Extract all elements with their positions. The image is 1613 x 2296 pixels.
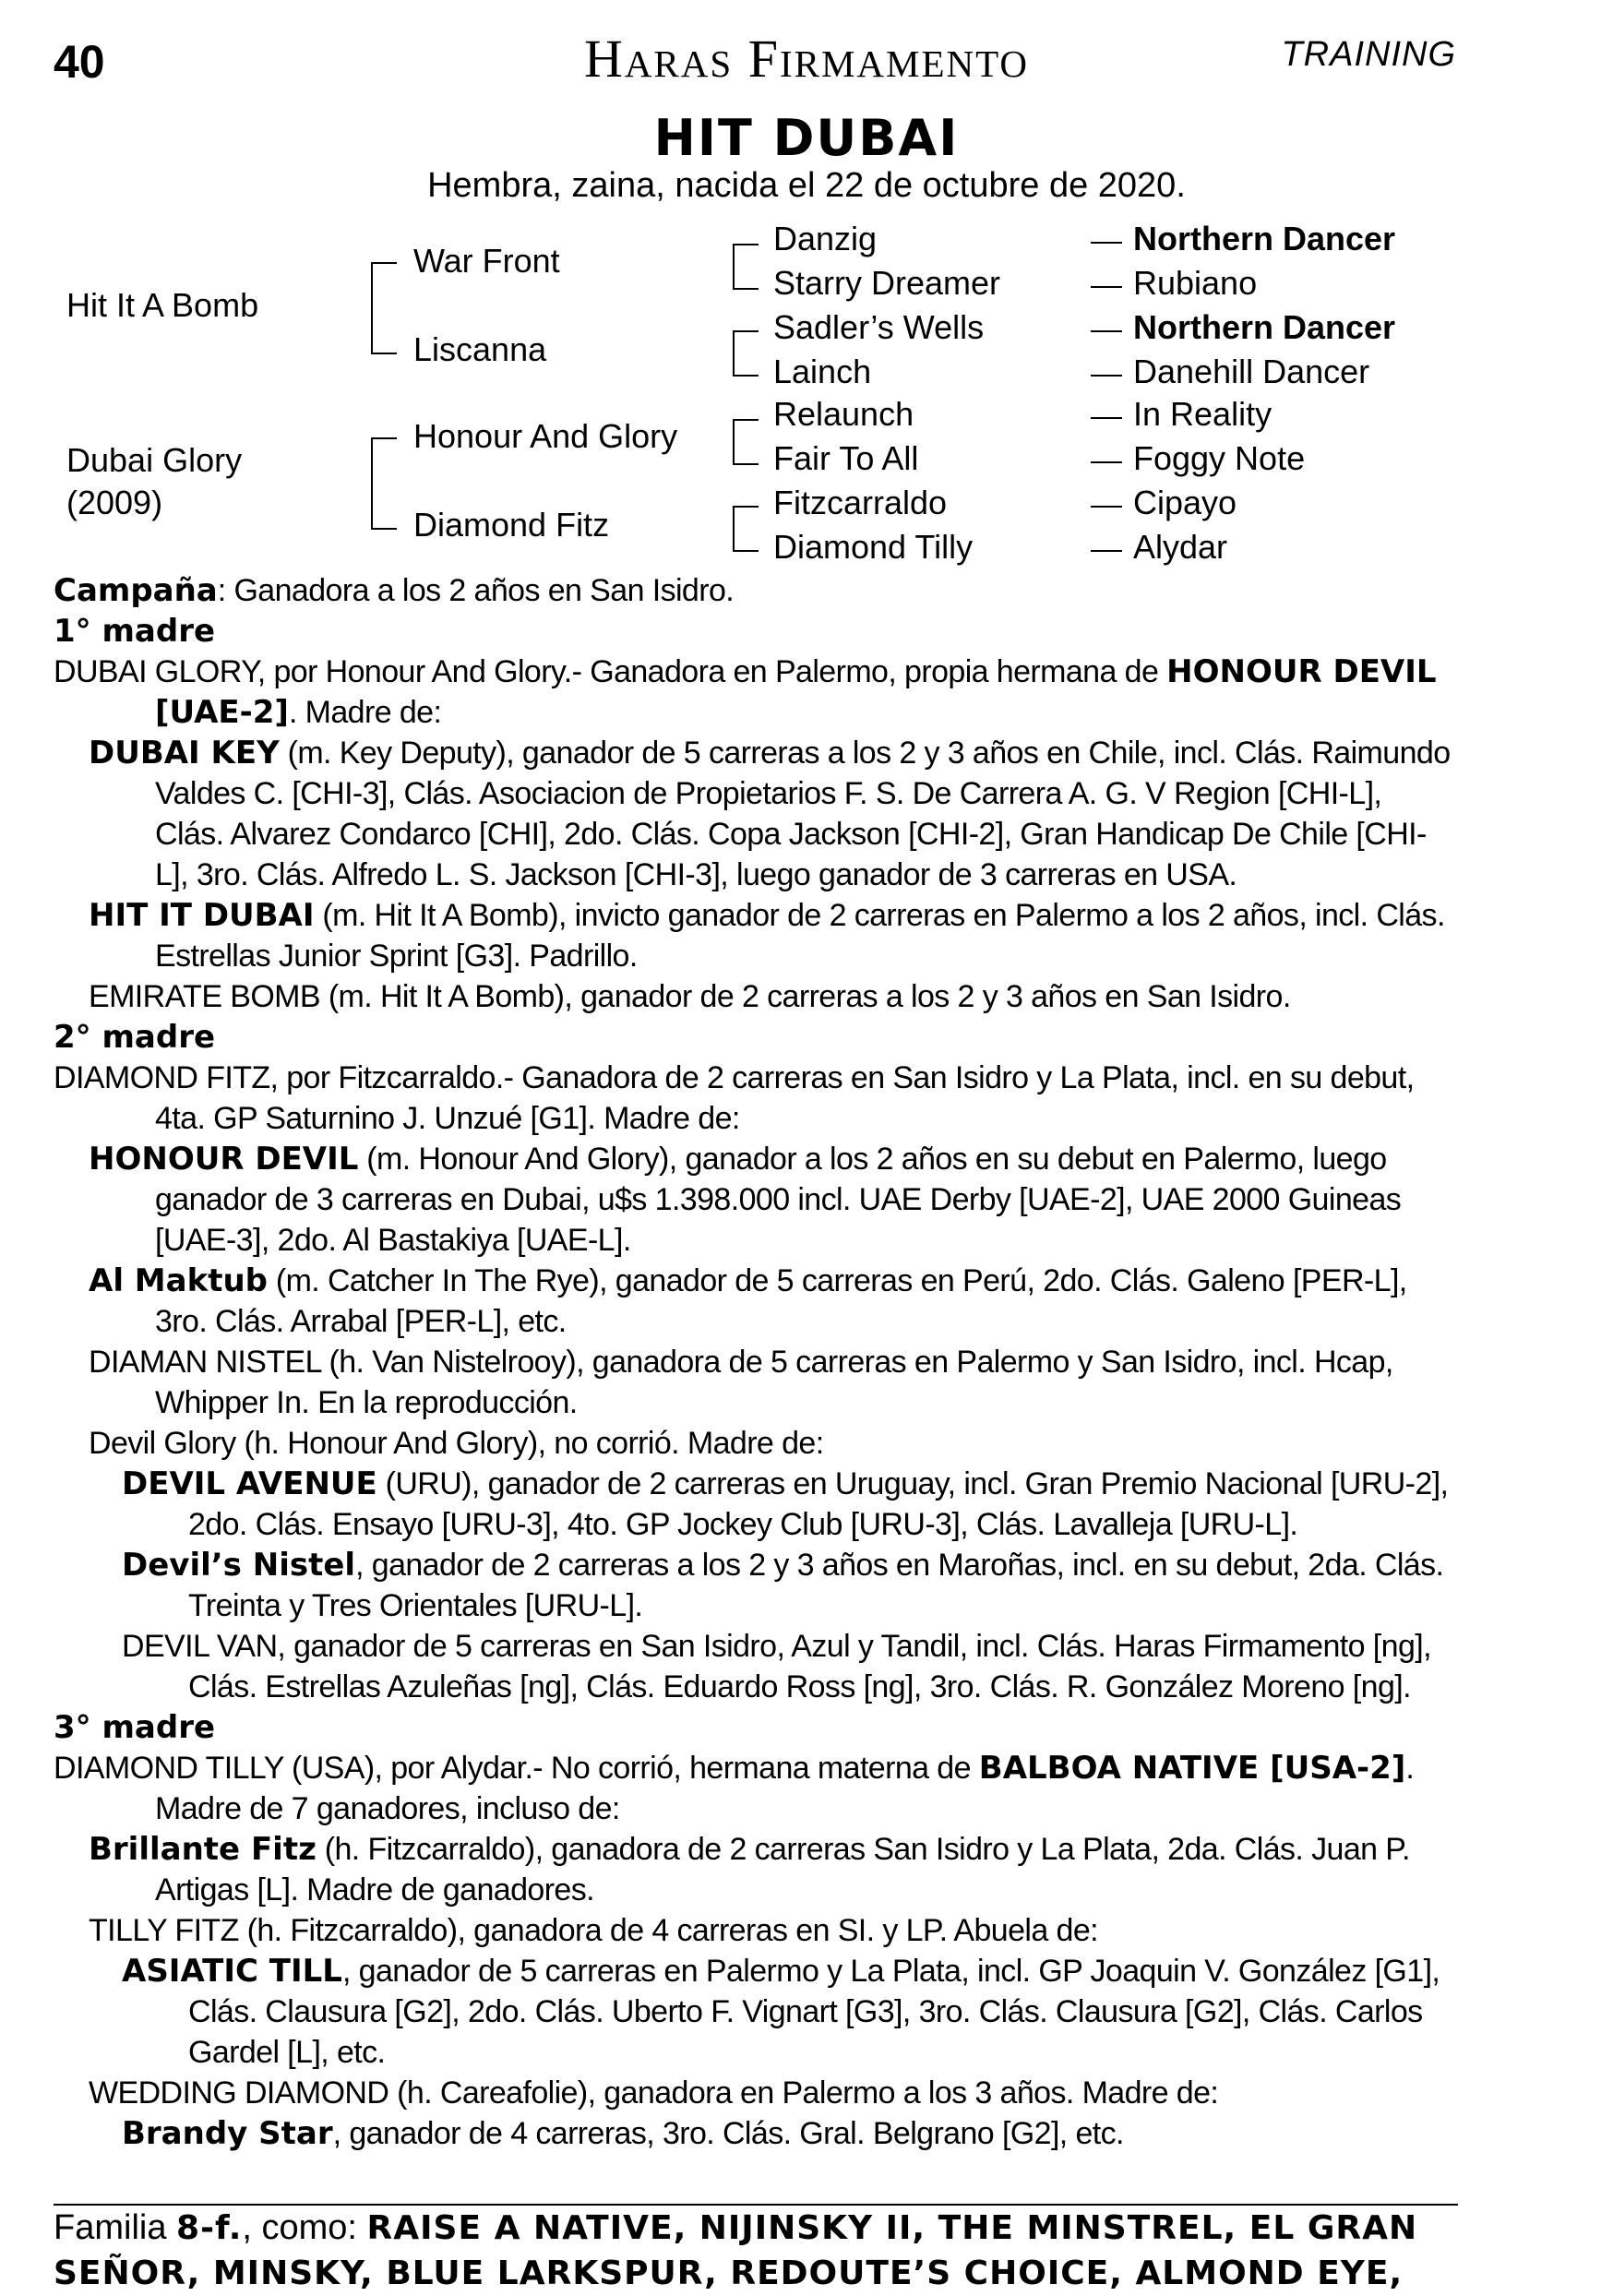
first-dam-text: DUBAI GLORY, por Honour And Glory.- Ganadora en Palermo, propia hermana de xyxy=(54,654,1167,689)
produce-text: EMIRATE BOMB (m. Hit It A Bomb), ganador de 2 carreras a los 2 y 3 años en San Isidro. xyxy=(89,979,1291,1014)
produce-text: TILLY FITZ (h. Fitzcarraldo), ganadora de 4 carreras en SI. y LP. Abuela de: xyxy=(89,1913,1098,1948)
produce-record xyxy=(54,570,1456,2154)
pedigree-gen3-name: Danzig xyxy=(773,220,878,257)
familia-line xyxy=(54,2206,1493,2296)
pedigree-gen3-name: Fitzcarraldo xyxy=(773,484,948,521)
pedigree-dam-year: (2009) xyxy=(66,484,163,521)
horse-description: Hembra, zaina, nacida el 22 de octubre de 2020. xyxy=(427,166,1186,205)
campana-label: Campaña xyxy=(54,572,218,609)
produce-text: (h. Fitzcarraldo), ganadora de 2 carreras San Isidro y La Plata, 2da. Clás. Juan P. Artigas [L]. Madre de ganadores. xyxy=(155,1832,1410,1907)
pedigree-bracket xyxy=(371,262,397,354)
page-number: 40 xyxy=(54,36,105,88)
pedigree-gen2-name: Diamond Fitz xyxy=(413,506,610,544)
pedigree-gen4-name: Alydar xyxy=(1133,528,1228,566)
campana-line xyxy=(54,570,1456,611)
produce-text: DEVIL VAN, ganador de 5 carreras en San Isidro, Azul y Tandil, incl. Clás. Haras Firmamento [ng], Clás. Estrellas Azuleñas [ng], Clás. Eduardo Ross [ng], 3ro. Clás. R. González Moreno [ng]. xyxy=(122,1629,1431,1704)
pedigree-dash xyxy=(1091,330,1122,332)
produce-name: HONOUR DEVIL xyxy=(89,1141,359,1178)
produce-text: , ganador de 2 carreras a los 2 y 3 años en Maroñas, incl. en su debut, 2da. Clás. Treinta y Tres Orientales [URU-L]. xyxy=(188,1548,1444,1623)
third-dam-bold: BALBOA NATIVE [USA-2] xyxy=(978,1750,1406,1787)
pedigree-bracket xyxy=(733,244,759,290)
pedigree-gen2-name: War Front xyxy=(413,242,560,280)
produce-text: , ganador de 4 carreras, 3ro. Clás. Gral. Belgrano [G2], etc. xyxy=(332,2116,1124,2151)
produce-item xyxy=(54,1423,1456,1464)
pedigree-gen2-name: Liscanna xyxy=(413,330,547,368)
pedigree-dash xyxy=(1091,375,1122,377)
second-dam-entry xyxy=(54,1058,1456,1139)
produce-text: (m. Catcher In The Rye), ganador de 5 carreras en Perú, 2do. Clás. Galeno [PER-L], 3ro. Clás. Arrabal [PER-L], etc. xyxy=(155,1263,1407,1339)
produce-item xyxy=(54,1342,1456,1423)
produce-item xyxy=(54,1829,1456,1910)
produce-text: (URU), ganador de 2 carreras en Uruguay, incl. Gran Premio Nacional [URU-2], 2do. Clás. Ensayo [URU-3], 4to. GP Jockey Club [URU-3], Clás. Lavalleja [URU-L]. xyxy=(188,1466,1449,1542)
produce-text: (m. Hit It A Bomb), invicto ganador de 2 carreras en Palermo a los 2 años, incl. Clás. Estrellas Junior Sprint [G3]. Padrillo. xyxy=(155,898,1445,974)
second-dam-heading: 2° madre xyxy=(54,1019,216,1056)
produce-name: Brillante Fitz xyxy=(89,1831,317,1868)
pedigree-gen4-name: Northern Dancer xyxy=(1133,308,1396,346)
pedigree-bracket xyxy=(733,419,759,465)
pedigree-bracket xyxy=(371,437,397,530)
pedigree-dash xyxy=(1091,550,1122,552)
produce-name: Al Maktub xyxy=(89,1262,268,1299)
section-label: TRAINING xyxy=(1281,35,1456,74)
pedigree-gen3-name: Diamond Tilly xyxy=(773,528,974,566)
pedigree-gen4-name: In Reality xyxy=(1133,395,1272,433)
first-dam-entry xyxy=(54,652,1456,733)
pedigree-dash xyxy=(1091,461,1122,463)
horse-name: HIT DUBAI xyxy=(653,109,960,167)
grand-produce-item xyxy=(54,2113,1456,2154)
campana-text: : Ganadora a los 2 años en San Isidro. xyxy=(217,573,735,608)
pedigree-gen3-name: Fair To All xyxy=(773,439,919,477)
pedigree-dash xyxy=(1091,242,1122,244)
familia-label: Familia xyxy=(54,2208,177,2247)
familia-connector: , como: xyxy=(242,2208,367,2247)
produce-item xyxy=(54,895,1456,976)
third-dam-tail: . Madre de 7 ganadores, incluso de: xyxy=(155,1751,1415,1826)
grand-produce-item xyxy=(54,1545,1456,1626)
produce-name: Devil’s Nistel xyxy=(122,1547,356,1584)
familia-number: 8-f. xyxy=(176,2209,243,2247)
page-header-title: Haras Firmamento xyxy=(583,29,1030,89)
produce-text: (m. Key Deputy), ganador de 5 carreras a los 2 y 3 años en Chile, incl. Clás. Raimundo Valdes C. [CHI-3], Clás. Asociacion de Propietarios F. S. De Carrera A. G. V Region [CHI-L], Clás. Alvarez Condarco [CHI], 2do. Clás. Copa Jackson [CHI-2], Gran Handicap De Chile [CHI-L], 3ro. Clás. Alfredo L. S. Jackson [CHI-3], luego ganador de 3 carreras en USA. xyxy=(155,735,1451,892)
pedigree-sire: Hit It A Bomb xyxy=(66,286,259,324)
pedigree-dam: Dubai Glory xyxy=(66,441,243,479)
pedigree-dash xyxy=(1091,506,1122,508)
pedigree-gen3-name: Sadler’s Wells xyxy=(773,308,985,346)
grand-produce-item xyxy=(54,1951,1456,2073)
produce-item xyxy=(54,1910,1456,1951)
produce-name: Brandy Star xyxy=(122,2115,333,2152)
produce-item xyxy=(54,976,1456,1017)
produce-text: , ganador de 5 carreras en Palermo y La Plata, incl. GP Joaquin V. González [G1], Clás. Clausura [G2], 2do. Clás. Uberto F. Vignart [G3], 3ro. Clás. Clausura [G2], Clás. Carlos Gardel [L], etc. xyxy=(188,1954,1440,2070)
produce-item xyxy=(54,1139,1456,1261)
produce-name: DEVIL AVENUE xyxy=(122,1465,377,1502)
third-dam-heading: 3° madre xyxy=(54,1709,216,1746)
produce-text: WEDDING DIAMOND (h. Careafolie), ganadora en Palermo a los 3 años. Madre de: xyxy=(89,2075,1219,2111)
produce-item xyxy=(54,2073,1456,2113)
pedigree-bracket xyxy=(733,506,759,552)
first-dam-heading: 1° madre xyxy=(54,613,216,650)
pedigree-gen4-name: Foggy Note xyxy=(1133,439,1306,477)
pedigree-dash xyxy=(1091,417,1122,419)
pedigree-gen4-name: Danehill Dancer xyxy=(1133,353,1370,390)
produce-text: Devil Glory (h. Honour And Glory), no corrió. Madre de: xyxy=(89,1426,824,1461)
produce-name: HIT IT DUBAI xyxy=(89,897,315,934)
pedigree-gen4-name: Northern Dancer xyxy=(1133,220,1396,257)
pedigree-gen2-name: Honour And Glory xyxy=(413,417,678,455)
pedigree-gen3-name: Starry Dreamer xyxy=(773,264,1001,302)
pedigree-gen4-name: Rubiano xyxy=(1133,264,1258,302)
grand-produce-item xyxy=(54,1626,1456,1707)
familia-names: RAISE A NATIVE, NIJINSKY II, THE MINSTREL, EL GRAN SEÑOR, MINSKY, BLUE LARKSPUR, REDOUTE’S CHOICE, ALMOND EYE, xyxy=(54,2209,1418,2292)
produce-item xyxy=(54,1261,1456,1342)
produce-name: ASIATIC TILL xyxy=(122,1953,342,1990)
produce-text: (m. Honour And Glory), ganador a los 2 años en su debut en Palermo, luego ganador de 3 carreras en Dubai, u$s 1.398.000 incl. UAE Derby [UAE-2], UAE 2000 Guineas [UAE-3], 2do. Al Bastakiya [UAE-L]. xyxy=(155,1142,1402,1258)
pedigree-gen4-name: Cipayo xyxy=(1133,484,1237,521)
produce-name: DUBAI KEY xyxy=(89,735,280,771)
pedigree-gen3-name: Lainch xyxy=(773,353,872,390)
third-dam-entry xyxy=(54,1748,1456,1829)
first-dam-bold: HONOUR DEVIL [UAE-2] xyxy=(155,653,1437,731)
pedigree-dash xyxy=(1091,286,1122,288)
pedigree-gen3-name: Relaunch xyxy=(773,395,914,433)
third-dam-text: DIAMOND TILLY (USA), por Alydar.- No corrió, hermana materna de xyxy=(54,1751,979,1786)
produce-item xyxy=(54,733,1456,895)
pedigree-bracket xyxy=(733,330,759,377)
second-dam-text: DIAMOND FITZ, por Fitzcarraldo.- Ganadora de 2 carreras en San Isidro y La Plata, incl. en su debut, 4ta. GP Saturnino J. Unzué [G1]. Madre de: xyxy=(54,1060,1415,1136)
produce-text: DIAMAN NISTEL (h. Van Nistelrooy), ganadora de 5 carreras en Palermo y San Isidro, incl. Hcap, Whipper In. En la reproducción. xyxy=(89,1345,1393,1420)
grand-produce-item xyxy=(54,1464,1456,1545)
first-dam-tail: . Madre de: xyxy=(288,695,442,730)
